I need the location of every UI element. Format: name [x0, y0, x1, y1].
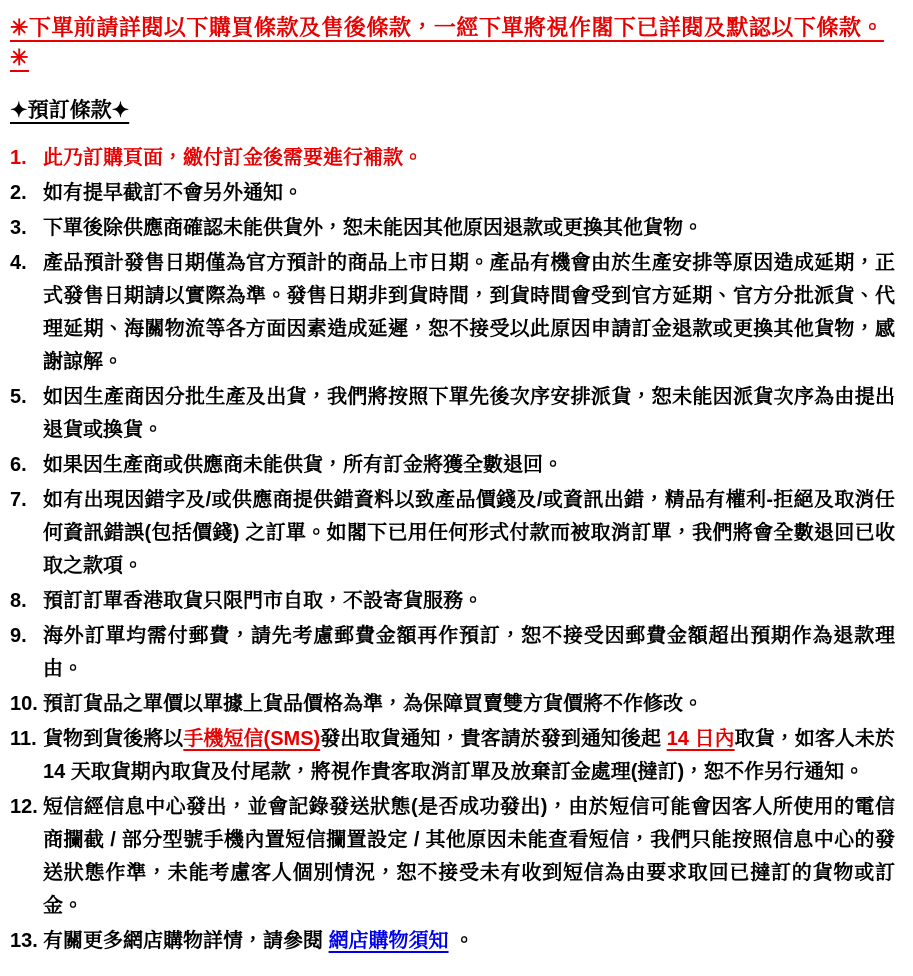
pickup-deadline-emphasis: 14 日內: [666, 728, 735, 750]
term-text: 取貨，如客人未於 14 天取貨期內取貨及付尾款，將視作貴客取消訂單及放棄訂金處理(撻訂)，恕不作另行通知。: [43, 728, 895, 783]
term-item: [10, 449, 895, 482]
term-text: 短信經信息中心發出，並會記錄發送狀態(是否成功發出)，由於短信可能會因客人所使用的電信商攔截 / 部分型號手機內置短信攔置設定 / 其他原因未能查看短信，我們只能按照信息中心的發送狀態作準，未能考慮客人個別情況，恕不接受未有收到短信為由要求取回已撻訂的貨物或訂金。: [43, 796, 895, 917]
term-text: 貨物到貨後將以: [43, 728, 184, 750]
term-item: [10, 688, 895, 721]
term-item: [10, 247, 895, 379]
term-text: 發出取貨通知，貴客請於發到通知後起: [320, 728, 667, 750]
term-number: 13.: [10, 930, 38, 952]
term-item: [10, 723, 895, 789]
term-number: 9.: [10, 625, 27, 647]
term-number: 5.: [10, 386, 27, 408]
term-text: 產品預計發售日期僅為官方預計的商品上市日期。產品有機會由於生產安排等原因造成延期，正式發售日期請以實際為準。發售日期非到貨時間，到貨時間會受到官方延期、官方分批派貨、代理延期、海關物流等各方面因素造成延遲，恕不接受以此原因申請訂金退款或更換其他貨物，感謝諒解。: [43, 252, 895, 373]
page-title: ✳下單前請詳閱以下購買條款及售後條款，一經下單將視作閣下已詳閱及默認以下條款。✳: [10, 15, 884, 70]
term-text: 此乃訂購頁面，繳付訂金後需要進行補款。: [43, 147, 423, 169]
section-heading: ✦預訂條款✦: [10, 99, 130, 122]
term-text: 預訂訂單香港取貨只限門市自取，不設寄貨服務。: [43, 590, 483, 612]
term-text: 預訂貨品之單價以單據上貨品價格為準，為保障買賣雙方貨價將不作修改。: [43, 693, 703, 715]
term-number: 1.: [10, 147, 27, 169]
term-text: 有關更多網店購物詳情，請參閱: [43, 930, 329, 952]
term-number: 11.: [10, 728, 37, 750]
term-text: 如有提早截訂不會另外通知。: [43, 182, 303, 204]
term-text: 。: [448, 930, 475, 952]
term-item: [10, 585, 895, 618]
term-number: 2.: [10, 182, 27, 204]
term-number: 8.: [10, 590, 27, 612]
term-number: 6.: [10, 454, 27, 476]
term-number: 3.: [10, 217, 27, 239]
term-text: 如果因生產商或供應商未能供貨，所有訂金將獲全數退回。: [43, 454, 563, 476]
term-text: 如因生產商因分批生產及出貨，我們將按照下單先後次序安排派貨，恕未能因派貨次序為由提出退貨或換貨。: [43, 386, 895, 441]
term-text: 下單後除供應商確認未能供貨外，恕未能因其他原因退款或更換其他貨物。: [43, 217, 703, 239]
term-item: [10, 620, 895, 686]
term-number: 10.: [10, 693, 38, 715]
term-number: 12.: [10, 796, 38, 818]
term-item: [10, 381, 895, 447]
terms-list: [10, 142, 895, 958]
term-text: 海外訂單均需付郵費，請先考慮郵費金額再作預訂，恕不接受因郵費金額超出預期作為退款理由。: [43, 625, 895, 680]
term-item: [10, 142, 895, 175]
store-shopping-notice-link[interactable]: 網店購物須知: [328, 930, 449, 952]
term-number: 7.: [10, 489, 27, 511]
term-item: [10, 212, 895, 245]
term-item: [10, 484, 895, 583]
term-item: [10, 791, 895, 923]
term-item: [10, 925, 895, 958]
term-text: 如有出現因錯字及/或供應商提供錯資料以致產品價錢及/或資訊出錯，精品有權利-拒絕及取消任何資訊錯誤(包括價錢) 之訂單。如閣下已用任何形式付款而被取消訂單，我們將會全數退回已收取之款項。: [43, 489, 895, 577]
term-number: 4.: [10, 252, 27, 274]
sms-emphasis: 手機短信(SMS): [183, 728, 321, 750]
term-item: [10, 177, 895, 210]
